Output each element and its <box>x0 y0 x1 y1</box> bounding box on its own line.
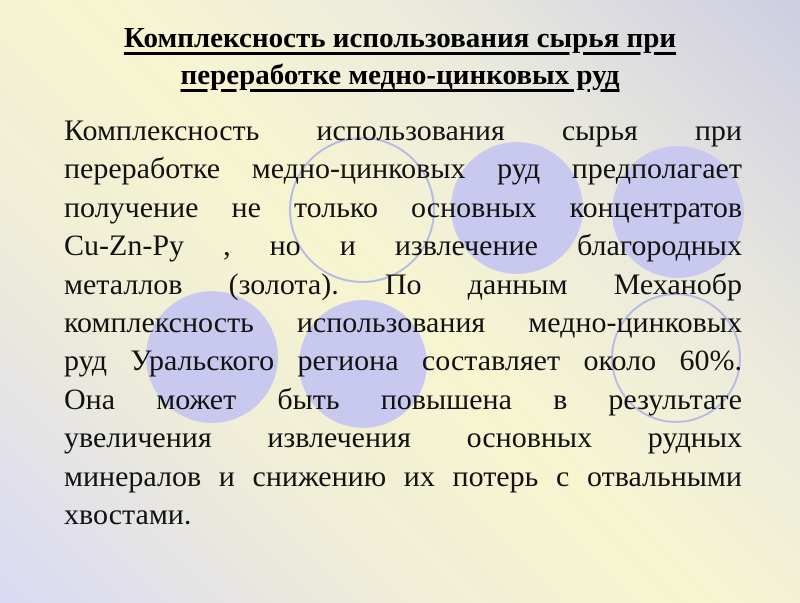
body-line <box>64 150 742 188</box>
body-word: в <box>553 382 568 416</box>
body-word: медно-цинковых <box>528 305 742 339</box>
body-word: но <box>269 229 301 263</box>
body-word: переработке <box>64 152 221 186</box>
body-word: основных <box>466 421 593 455</box>
body-line <box>64 419 742 457</box>
body-word: только <box>293 190 378 224</box>
body-word: руд <box>64 344 107 378</box>
body-word: Она <box>64 382 116 416</box>
body-word: использования <box>316 114 505 147</box>
body-word: получение <box>64 190 199 224</box>
body-word: Cu-Zn-Py <box>64 229 184 263</box>
body-word: руд <box>497 152 541 186</box>
body-word: снижению <box>252 459 387 493</box>
body-word: минералов <box>64 459 202 493</box>
body-word: концентратов <box>569 190 742 224</box>
body-line <box>64 189 742 227</box>
body-line <box>64 342 742 380</box>
body-word: и <box>339 229 356 263</box>
body-word: данным <box>467 267 568 301</box>
body-text <box>64 112 742 534</box>
body-word: (золота). <box>228 267 339 301</box>
body-word: может <box>156 382 237 416</box>
body-word: сырья <box>561 114 638 147</box>
body-line <box>64 304 742 342</box>
body-word: металлов <box>64 267 183 301</box>
body-word: их <box>403 459 435 493</box>
body-word: около <box>583 344 657 378</box>
body-word: Комплексность <box>64 114 260 147</box>
body-word: региона <box>297 344 399 378</box>
body-word: составляет <box>421 344 561 378</box>
title-line-2: переработке медно-цинковых руд <box>180 59 620 91</box>
body-word: извлечения <box>267 421 411 455</box>
body-word: отвальными <box>586 459 742 493</box>
body-word: использования <box>296 305 486 339</box>
body-line <box>64 227 742 265</box>
body-word: не <box>231 190 261 224</box>
body-word: предполагает <box>571 152 742 186</box>
body-word: По <box>384 267 422 301</box>
body-word: комплексность <box>64 305 254 339</box>
body-word: рудных <box>647 421 742 455</box>
body-word: увеличения <box>64 421 212 455</box>
title-line-1: Комплексность использования сырья при <box>123 22 677 54</box>
body-line <box>64 112 742 150</box>
body-line <box>64 266 742 304</box>
body-word: Уральского <box>130 344 275 378</box>
body-word: с <box>555 459 570 493</box>
body-word: быть <box>277 382 340 416</box>
body-word: при <box>694 114 742 147</box>
body-word: потерь <box>452 459 539 493</box>
body-word: 60%. <box>679 344 742 378</box>
body-word: извлечение <box>394 229 538 263</box>
body-word: и <box>218 459 235 493</box>
body-line: хвостами. <box>64 497 192 531</box>
body-word: основных <box>411 190 537 224</box>
body-word: результате <box>608 382 742 416</box>
body-word: , <box>223 229 231 263</box>
body-line <box>64 381 742 419</box>
body-word: благородных <box>576 229 742 263</box>
body-word: повышена <box>380 382 512 416</box>
body-line <box>64 458 742 496</box>
body-word: медно-цинковых <box>251 152 466 186</box>
page-title <box>40 20 760 94</box>
body-word: Механобр <box>613 267 742 301</box>
